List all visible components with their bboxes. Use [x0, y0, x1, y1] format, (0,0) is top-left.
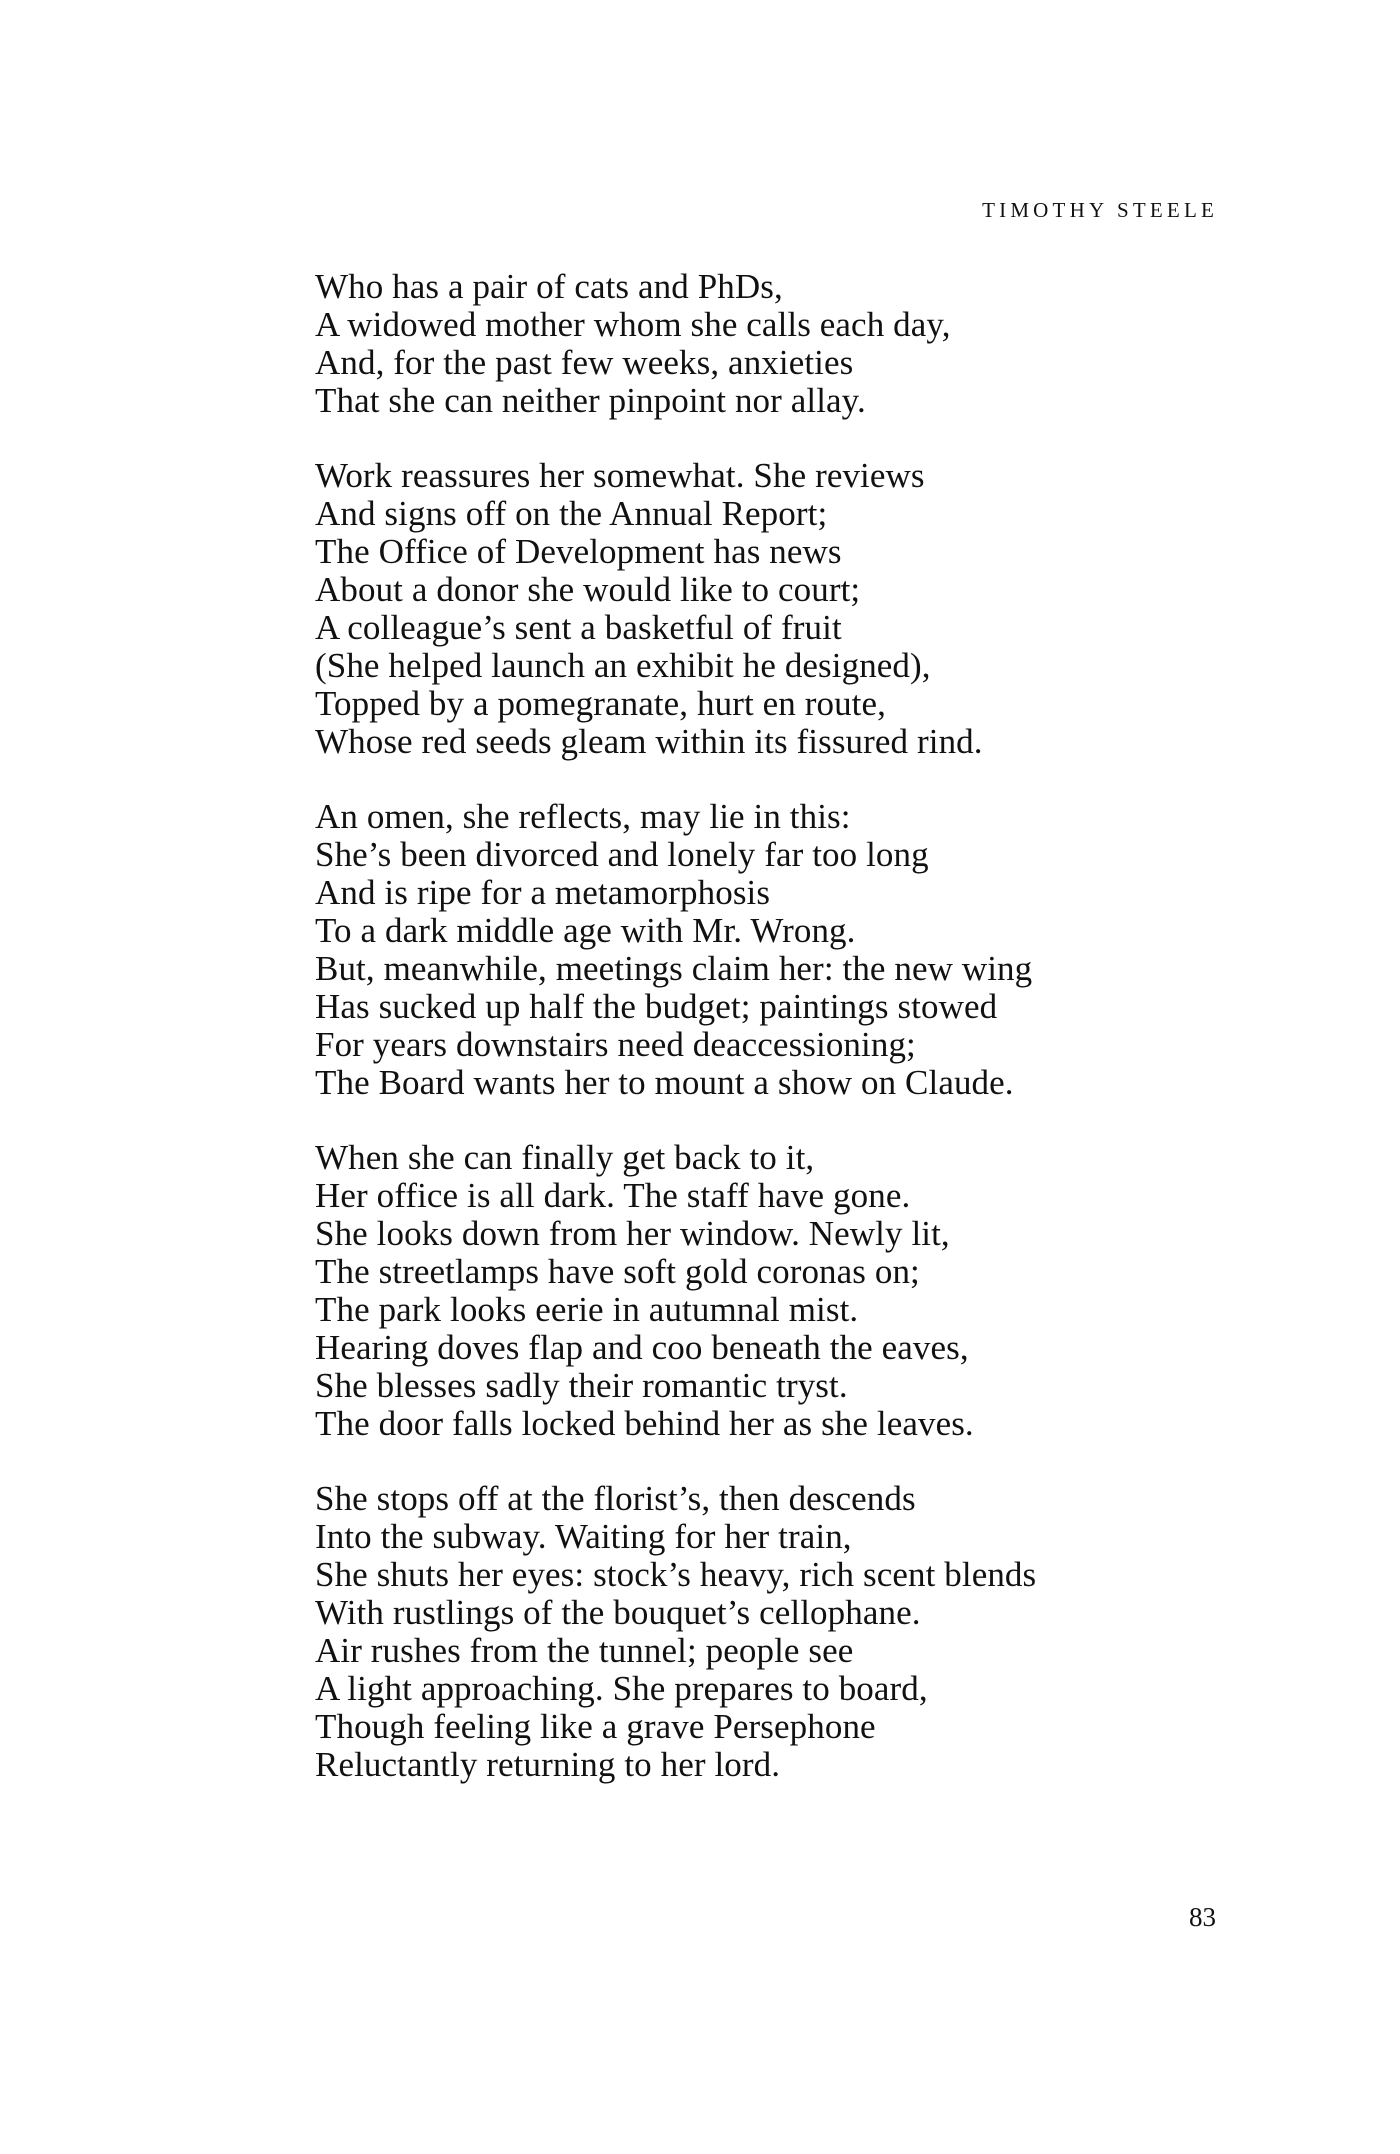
poem-line: And is ripe for a metamorphosis [315, 873, 771, 912]
poem-line: The door falls locked behind her as she leaves. [315, 1404, 974, 1443]
poem-line: And signs off on the Annual Report; [315, 494, 828, 533]
stanza-4 [315, 1139, 1315, 1443]
stanza-2 [315, 457, 1315, 761]
poem-line: For years downstairs need deaccessioning; [315, 1025, 916, 1064]
poem-line: A widowed mother whom she calls each day, [315, 305, 951, 344]
poem-line: Whose red seeds gleam within its fissured rind. [315, 722, 983, 761]
poem-line: Air rushes from the tunnel; people see [315, 1631, 854, 1670]
poem-line: About a donor she would like to court; [315, 570, 861, 609]
poem-line: A colleague’s sent a basketful of fruit [315, 608, 842, 647]
poem-line: Into the subway. Waiting for her train, [315, 1517, 852, 1556]
poem-line: The streetlamps have soft gold coronas on; [315, 1252, 920, 1291]
stanza-1 [315, 268, 1315, 420]
poem-line: With rustlings of the bouquet’s cellophane. [315, 1593, 921, 1632]
poem-line: She looks down from her window. Newly lit, [315, 1214, 950, 1253]
poem-line: Topped by a pomegranate, hurt en route, [315, 684, 886, 723]
poem-body [315, 268, 1315, 1821]
poem-line: When she can finally get back to it, [315, 1138, 815, 1177]
poem-line: Has sucked up half the budget; paintings stowed [315, 987, 998, 1026]
poem-line: Reluctantly returning to her lord. [315, 1745, 781, 1784]
poem-line: The Office of Development has news [315, 532, 842, 571]
poem-line: But, meanwhile, meetings claim her: the new wing [315, 949, 1033, 988]
poem-line: Though feeling like a grave Persephone [315, 1707, 876, 1746]
poem-line: (She helped launch an exhibit he designed), [315, 646, 931, 685]
poem-line: She stops off at the florist’s, then descends [315, 1479, 916, 1518]
poem-line: And, for the past few weeks, anxieties [315, 343, 854, 382]
poem-line: She’s been divorced and lonely far too long [315, 835, 929, 874]
poem-line: An omen, she reflects, may lie in this: [315, 797, 851, 836]
running-head-author: TIMOTHY STEELE [982, 198, 1218, 222]
poem-line: To a dark middle age with Mr. Wrong. [315, 911, 856, 950]
poem-line: Work reassures her somewhat. She reviews [315, 456, 925, 495]
stanza-3 [315, 798, 1315, 1102]
poem-line: She blesses sadly their romantic tryst. [315, 1366, 848, 1405]
poem-line: That she can neither pinpoint nor allay. [315, 381, 866, 420]
poem-line: Who has a pair of cats and PhDs, [315, 267, 783, 306]
poem-line: She shuts her eyes: stock’s heavy, rich scent blends [315, 1555, 1037, 1594]
poem-line: Hearing doves flap and coo beneath the eaves, [315, 1328, 969, 1367]
poem-line: A light approaching. She prepares to board, [315, 1669, 928, 1708]
stanza-5 [315, 1480, 1315, 1784]
poem-line: The park looks eerie in autumnal mist. [315, 1290, 859, 1329]
poem-line: Her office is all dark. The staff have gone. [315, 1176, 911, 1215]
poem-line: The Board wants her to mount a show on Claude. [315, 1063, 1014, 1102]
page-number: 83 [1189, 1902, 1216, 1932]
